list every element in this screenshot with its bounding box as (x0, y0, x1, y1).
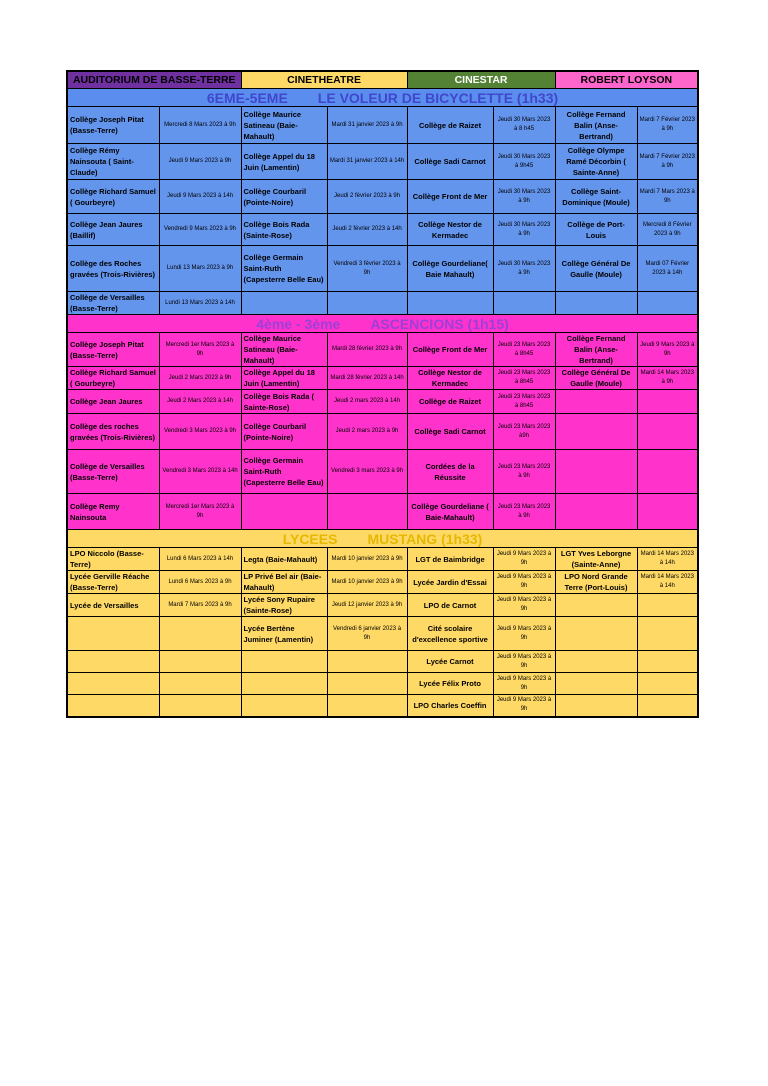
school-cell (407, 292, 493, 315)
date-cell (637, 450, 698, 494)
date-cell (637, 673, 698, 695)
table-row (67, 548, 698, 571)
school-cell: Lycée Bertène Juminer (Lamentin) (241, 617, 327, 651)
date-cell: Mardi 14 Mars 2023 à 14h (637, 548, 698, 571)
date-cell: Jeudi 2 Mars 2023 à 14h (159, 390, 241, 414)
date-cell: Jeudi 9 Mars 2023 à 9h (493, 651, 555, 673)
school-cell: Collège Gourdeliane( Baie Mahault) (407, 246, 493, 292)
date-cell (637, 594, 698, 617)
date-cell: Mardi 07 Février 2023 à 14h (637, 246, 698, 292)
table-row (67, 390, 698, 414)
school-cell: Collège Maurice Satineau (Baie-Mahault) (241, 333, 327, 367)
date-cell: Jeudi 2 février 2023 à 9h (327, 180, 407, 214)
school-cell: LPO Nord Grande Terre (Port-Louis) (555, 571, 637, 594)
school-cell: LPO Charles Coeffin (407, 695, 493, 717)
school-cell: Lycée Carnot (407, 651, 493, 673)
date-cell: Vendredi 6 janvier 2023 à 9h (327, 617, 407, 651)
school-cell: LGT de Baimbridge (407, 548, 493, 571)
table-row (67, 144, 698, 180)
date-cell: Jeudi 30 Mars 2023 à 9h45 (493, 144, 555, 180)
date-cell (327, 673, 407, 695)
date-cell: Lundi 13 Mars 2023 à 14h (159, 292, 241, 315)
school-cell: Collège Germain Saint-Ruth (Capesterre Belle Eau) (241, 246, 327, 292)
school-cell: Collège Nestor de Kermadec (407, 214, 493, 246)
school-cell: Collège Sadi Carnot (407, 414, 493, 450)
school-cell: Collège Front de Mer (407, 333, 493, 367)
school-cell: LPO de Carnot (407, 594, 493, 617)
school-cell: Collège Général De Gaulle (Moule) (555, 367, 637, 390)
table-row (67, 450, 698, 494)
date-cell: Mardi 7 Février 2023 à 9h (637, 107, 698, 144)
date-cell: Mardi 28 février 2023 à 9h (327, 333, 407, 367)
school-cell: Collège Richard Samuel ( Gourbeyre) (67, 180, 159, 214)
venue-header-row (67, 71, 698, 89)
date-cell: Jeudi 2 mars 2023 à 14h (327, 390, 407, 414)
date-cell: Jeudi 9 Mars 2023 à 9h (493, 548, 555, 571)
school-cell (555, 617, 637, 651)
date-cell: Mardi 31 janvier 2023 à 9h (327, 107, 407, 144)
section-film: ASCENCIONS (1h15) (370, 315, 509, 332)
date-cell: Jeudi 9 Mars 2023 à 9h (159, 144, 241, 180)
date-cell: Mercredi 8 Février 2023 à 9h (637, 214, 698, 246)
date-cell (637, 695, 698, 717)
school-cell: Lycée de Versailles (67, 594, 159, 617)
school-cell: Collège de Versailles (Basse-Terre) (67, 450, 159, 494)
school-cell: Collège des roches gravées (Trois-Rivières) (67, 414, 159, 450)
school-cell: Lycée Félix Proto (407, 673, 493, 695)
school-cell: Collège Jean Jaures (67, 390, 159, 414)
date-cell (637, 651, 698, 673)
school-cell: Collège Joseph Pitat (Basse-Terre) (67, 107, 159, 144)
date-cell: Jeudi 9 Mars 2023 à 9h (493, 695, 555, 717)
school-cell (555, 594, 637, 617)
table-row (67, 333, 698, 367)
school-cell (241, 494, 327, 530)
date-cell: Jeudi 9 Mars 2023 à 9h (493, 617, 555, 651)
school-cell: Collège Bois Rada ( Sainte-Rose) (241, 390, 327, 414)
date-cell: Jeudi 23 Mars 2023 à 8h45 (493, 367, 555, 390)
school-cell: Collège Courbaril (Pointe-Noire) (241, 180, 327, 214)
date-cell: Mardi 10 janvier 2023 à 9h (327, 571, 407, 594)
school-cell: Collège Saint-Dominique (Moule) (555, 180, 637, 214)
school-cell: Collège Bois Rada (Sainte-Rose) (241, 214, 327, 246)
table-row (67, 292, 698, 315)
date-cell (637, 494, 698, 530)
school-cell: Collège Fernand Balin (Anse-Bertrand) (555, 333, 637, 367)
date-cell: Lundi 13 Mars 2023 à 9h (159, 246, 241, 292)
date-cell: Jeudi 30 Mars 2023 à 8 h45 (493, 107, 555, 144)
school-cell: Collège de Versailles (Basse-Terre) (67, 292, 159, 315)
schedule-table (66, 70, 699, 718)
table-row (67, 617, 698, 651)
school-cell: Collège de Raizet (407, 390, 493, 414)
section-level: 4ème - 3ème (256, 315, 341, 332)
date-cell: Vendredi 3 Mars 2023 à 9h (159, 414, 241, 450)
school-cell: Collège Gourdeliane ( Baie-Mahault) (407, 494, 493, 530)
date-cell: Jeudi 23 Mars 2023 à 9h (493, 494, 555, 530)
school-cell (555, 390, 637, 414)
school-cell: Collège de Port-Louis (555, 214, 637, 246)
school-cell: Collège Richard Samuel ( Gourbeyre) (67, 367, 159, 390)
school-cell: Collège Fernand Balin (Anse-Bertrand) (555, 107, 637, 144)
venue-header-cinestar: CINESTAR (407, 71, 555, 89)
date-cell (327, 494, 407, 530)
date-cell: Jeudi 9 Mars 2023 à 14h (159, 180, 241, 214)
date-cell (637, 292, 698, 315)
school-cell: LP Privé Bel air (Baie-Mahault) (241, 571, 327, 594)
school-cell (241, 651, 327, 673)
date-cell (493, 292, 555, 315)
date-cell: Jeudi 2 mars 2023 à 9h (327, 414, 407, 450)
section-film: LE VOLEUR DE BICYCLETTE (1h33) (317, 89, 559, 106)
school-cell: Collège Jean Jaures (Baillif) (67, 214, 159, 246)
date-cell (637, 414, 698, 450)
school-cell: Lycée Gerville Réache (Basse-Terre) (67, 571, 159, 594)
school-cell: Cordées de la Réussite (407, 450, 493, 494)
section-title (67, 315, 698, 333)
table-row (67, 180, 698, 214)
school-cell (67, 651, 159, 673)
school-cell: Lycée Jardin d'Essai (407, 571, 493, 594)
school-cell: Collège Front de Mer (407, 180, 493, 214)
date-cell: Mercredi 8 Mars 2023 à 9h (159, 107, 241, 144)
date-cell: Mercredi 1er Mars 2023 à 9h (159, 494, 241, 530)
school-cell: LPO Niccolo (Basse-Terre) (67, 548, 159, 571)
table-row (67, 414, 698, 450)
date-cell: Jeudi 9 Mars 2023 à 9h (493, 571, 555, 594)
date-cell (159, 617, 241, 651)
venue-header-auditorium: AUDITORIUM DE BASSE-TERRE (67, 71, 241, 89)
date-cell: Jeudi 30 Mars 2023 à 9h (493, 246, 555, 292)
table-row (67, 214, 698, 246)
date-cell (327, 292, 407, 315)
date-cell: Jeudi 30 Mars 2023 à 9h (493, 214, 555, 246)
school-cell: Collège Courbaril (Pointe-Noire) (241, 414, 327, 450)
date-cell: Mardi 14 Mars 2023 à 9h (637, 367, 698, 390)
school-cell: Cité scolaire d'excellence sportive (407, 617, 493, 651)
date-cell (637, 390, 698, 414)
table-row (67, 571, 698, 594)
date-cell: Jeudi 23 Mars 2023 à 8h45 (493, 390, 555, 414)
venue-header-cinetheatre: CINETHEATRE (241, 71, 407, 89)
date-cell: Jeudi 23 Mars 2023 à 8h45 (493, 333, 555, 367)
school-cell (555, 292, 637, 315)
school-cell (555, 450, 637, 494)
school-cell: Collège de Raizet (407, 107, 493, 144)
table-row (67, 107, 698, 144)
school-cell (555, 673, 637, 695)
venue-header-robert-loyson: ROBERT LOYSON (555, 71, 698, 89)
school-cell (67, 673, 159, 695)
date-cell: Mardi 7 Mars 2023 à 9h (159, 594, 241, 617)
date-cell: Mardi 10 janvier 2023 à 9h (327, 548, 407, 571)
table-row (67, 494, 698, 530)
school-cell: Collège des Roches gravées (Trois-Rivières) (67, 246, 159, 292)
date-cell: Jeudi 23 Mars 2023 à 9h (493, 450, 555, 494)
section-level: LYCEES (282, 530, 338, 547)
section-title-row (67, 530, 698, 548)
date-cell: Vendredi 9 Mars 2023 à 9h (159, 214, 241, 246)
school-cell: Collège Remy Nainsouta (67, 494, 159, 530)
section-film: MUSTANG (1h33) (367, 530, 483, 547)
table-row (67, 695, 698, 717)
school-cell: Collège Appel du 18 Juin (Lamentin) (241, 144, 327, 180)
school-cell: Collège Maurice Satineau (Baie-Mahault) (241, 107, 327, 144)
section-title-row (67, 315, 698, 333)
date-cell: Jeudi 2 Mars 2023 à 9h (159, 367, 241, 390)
table-row (67, 673, 698, 695)
school-cell (555, 494, 637, 530)
school-cell (67, 617, 159, 651)
school-cell (67, 695, 159, 717)
date-cell: Jeudi 23 Mars 2023 à9h (493, 414, 555, 450)
date-cell: Mardi 31 janvier 2023 à 14h (327, 144, 407, 180)
date-cell: Jeudi 12 janvier 2023 à 9h (327, 594, 407, 617)
date-cell: Jeudi 2 février 2023 à 14h (327, 214, 407, 246)
school-cell: Collège Sadi Carnot (407, 144, 493, 180)
date-cell: Mardi 7 Mars 2023 à 9h (637, 180, 698, 214)
school-cell: Collège Germain Saint-Ruth (Capesterre Belle Eau) (241, 450, 327, 494)
date-cell: Mardi 28 février 2023 à 14h (327, 367, 407, 390)
school-cell (241, 292, 327, 315)
school-cell (555, 651, 637, 673)
school-cell (241, 695, 327, 717)
school-cell (555, 414, 637, 450)
table-row (67, 594, 698, 617)
school-cell: Collège Général De Gaulle (Moule) (555, 246, 637, 292)
section-title (67, 89, 698, 107)
date-cell (327, 651, 407, 673)
school-cell: Collège Joseph Pitat (Basse-Terre) (67, 333, 159, 367)
date-cell: Lundi 6 Mars 2023 à 9h (159, 571, 241, 594)
date-cell: Mardi 7 Février 2023 à 9h (637, 144, 698, 180)
date-cell (159, 673, 241, 695)
date-cell: Mercredi 1er Mars 2023 à 9h (159, 333, 241, 367)
date-cell: Lundi 6 Mars 2023 à 14h (159, 548, 241, 571)
date-cell: Mardi 14 Mars 2023 à 14h (637, 571, 698, 594)
table-row (67, 367, 698, 390)
school-cell: LGT Yves Leborgne (Sainte-Anne) (555, 548, 637, 571)
date-cell: Jeudi 9 Mars 2023 à 9h (637, 333, 698, 367)
school-cell: Legta (Baie-Mahault) (241, 548, 327, 571)
date-cell: Jeudi 30 Mars 2023 à 9h (493, 180, 555, 214)
table-row (67, 651, 698, 673)
date-cell (159, 695, 241, 717)
date-cell: Jeudi 9 Mars 2023 à 9h (493, 594, 555, 617)
school-cell: Collège Olympe Ramé Décorbin ( Sainte-Anne) (555, 144, 637, 180)
section-title (67, 530, 698, 548)
date-cell: Vendredi 3 mars 2023 à 9h (327, 450, 407, 494)
school-cell: Collège Rémy Nainsouta ( Saint-Claude) (67, 144, 159, 180)
date-cell (327, 695, 407, 717)
date-cell: Vendredi 3 Mars 2023 à 14h (159, 450, 241, 494)
section-level: 6EME-5EME (206, 89, 288, 106)
table-row (67, 246, 698, 292)
school-cell: Collège Appel du 18 Juin (Lamentin) (241, 367, 327, 390)
section-title-row (67, 89, 698, 107)
date-cell: Vendredi 3 février 2023 à 9h (327, 246, 407, 292)
school-cell (555, 695, 637, 717)
date-cell: Jeudi 9 Mars 2023 à 9h (493, 673, 555, 695)
date-cell (637, 617, 698, 651)
date-cell (159, 651, 241, 673)
school-cell (241, 673, 327, 695)
school-cell: Lycée Sony Rupaire (Sainte-Rose) (241, 594, 327, 617)
school-cell: Collège Nestor de Kermadec (407, 367, 493, 390)
